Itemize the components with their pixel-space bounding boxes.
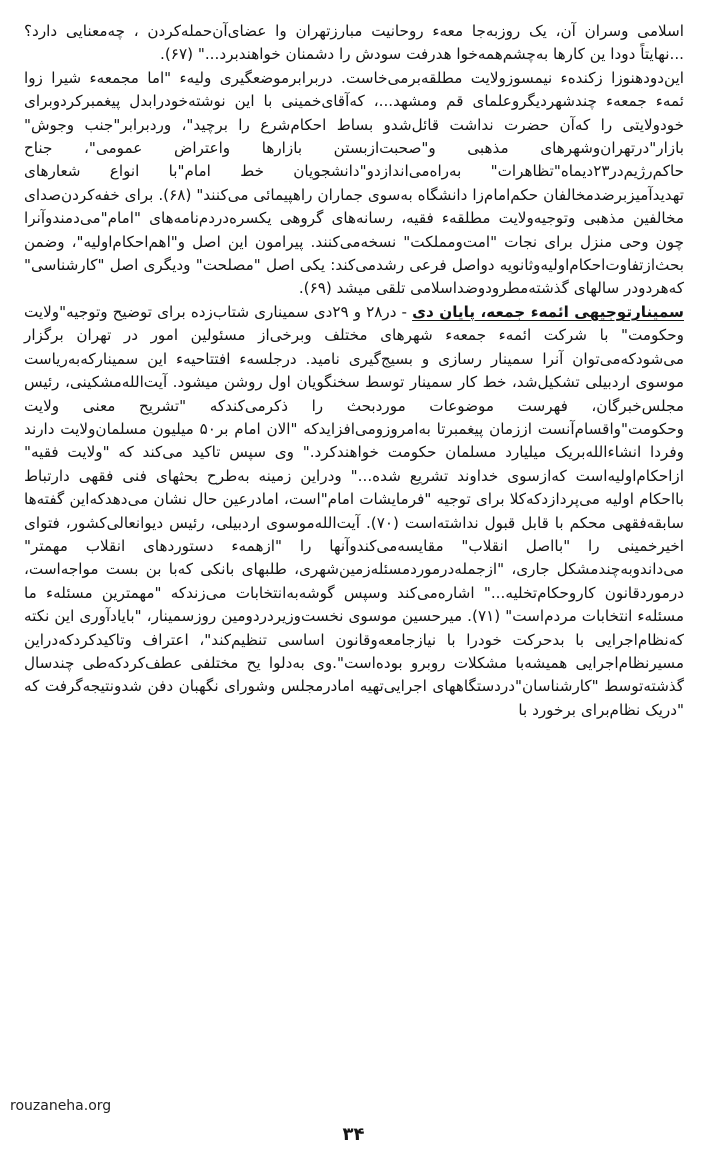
page-number: ۳۴: [342, 1124, 365, 1145]
paragraph-1: اسلامی وسران آن، یک روزبه‌جا معهء روحانیت مبارزتهران وا عضای‌آن‌حمله‌کردن ، چه‌معنایی دارد؟ ...نهایتاً دودا ین کارها به‌چشم‌همه‌خوا هدرفت سودش را دشمنان خواهندبرد..." (۶۷).: [24, 22, 684, 64]
section-paragraph: [24, 301, 684, 722]
paragraph-2: این‌دودهنوزا زکنده‌ء نیمسوزولایت مطلقه‌برمی‌خاست. دربرابرموضعگیری ولیهء "اما مجمعهء شیرا زوا ئمهء جمعهء چندشهردیگروعلمای قم ومشهد...، که‌آقای‌خمینی با این نوشته‌خودرابدل پیغمبرکردوبرای خودولایتی را که‌آن حضرت نداشت قائل‌شدو بساط احکام‌شرع را برچید"، وردبرابر"جنب وجوش" بازار"درتهران‌وشهرهای مذهبی و"صحبت‌ازبستن بازارها واعتراض عمومی"، جناح حاکم‌رژیم‌در۲۳دیماه"تظاهرات" به‌راه‌می‌اندازدو"دانشجویان خط امام"با انواع شعارهای تهدیدآمیزبرضدمخالفان حکم‌امام‌زا دانشگاه به‌سوی جماران راهپیمائی می‌کنند" (۶۸). برای خفه‌کردن‌صدای مخالفین مذهبی وتوجیه‌ولایت مطلقهء فقیه، رسانه‌های گروهی یکسره‌دردم‌نامه‌های "امام"می‌دمندوآنرا چون وحی منزل برای نجات "امت‌ومملکت" نسخه‌می‌کنند. پیرامون این اصل و"اهم‌احکام‌اولیه"، وضمن بحث‌ازتفاوت‌احکام‌اولیه‌وثانویه دواصل فرعی رشدمی‌کند: یکی اصل "مصلحت" ودیگری اصل "کارشناسی" که‌هردودر سالهای گذشته‌مطرودوضداسلامی تلقی میشد (۶۹).: [24, 68, 684, 298]
section-heading: سمینارتوجیهی ائمهء جمعه، پایان دی: [412, 302, 684, 321]
section-body: - در۲۸ و ۲۹دی سمیناری شتاب‌زده برای توضیح وتوجیه"ولایت وحکومت" با شرکت ائمهء جمعهء شهرهای مختلف وبرخی‌از مسئولین امور در تهران برگزار می‌شودکه‌می‌توان آنرا سمینار رسازی و بسیج‌گیری نامید. درجلسهء افتتاحیهء این سمینارکه‌به‌ریاست موسوی اردبیلی تشکیل‌شد، خط کار سمینار توسط سخنگویان اول روشن میشود. آیت‌الله‌مشکینی، رئیس مجلس‌خبرگان، فهرست موضوعات موردبحث را ذکرمی‌کندکه "تشریح معنی ولایت وحکومت"واقسام‌آنست اززمان پیغمبرتا به‌امروزومی‌افزایدکه "الان امام بر۵۰ میلیون مسلمان‌ولایت دارند وفردا انشاءالله‌بریک میلیارد مسلمان حکومت خواهندکرد." وی سپس تاکید می‌کند که "ولایت فقیه" ازاحکام‌اولیه‌است که‌ازسوی خداوند تشریع شده..." ودراین زمینه به‌طرح بحثهای فنی فقهی دارتباط بااحکام اولیه می‌پردازدکه‌کلا برای توجیه "فرمایشات امام"است، امادرعین حال نشان می‌دهدکه‌این گفته‌ها سابقه‌فقهی محکم با قابل قبول نداشته‌است (۷۰). آیت‌الله‌موسوی اردبیلی، رئیس دیوانعالی‌کشور، فتوای اخیرخمینی را "بااصل انقلاب" مقایسه‌می‌کندوآنها را "ازهمهء دستوردهای انقلاب مهمتر" می‌داندوبه‌چندمشکل جاری، "ازجمله‌درموردمسئله‌زمین‌شهری، طلبهای بانکی که‌با بن بست مواجه‌است، درموردقانون کاروحکام‌تخلیه..." اشاره‌می‌کند وسپس گوشه‌به‌انتخابات می‌زندکه "مهمترین مسئلهء ما مسئلهء انتخابات مردم‌است" (۷۱). میرحسین موسوی نخست‌وزیردردومین روزسمینار، "بایادآوری این نکته که‌نظام‌اجرایی با بدحرکت خودرا با نیازجامعه‌وقانون اساسی تنظیم‌کند"، اعتراف وتاکیدکردکه‌دراین مسیرنظام‌اجرایی همیشه‌با مشکلات روبرو بوده‌است".وی به‌دلوا یح مختلفی عطف‌کردکه‌طی چندسال گذشته‌توسط "کارشناسان"دردستگاههای اجرایی‌تهیه امادرمجلس وشورای نگهبان دفن شدونتیجه‌گرفت که "دریک نظام‌برای برخورد با: [24, 302, 684, 719]
body-text: [24, 20, 684, 722]
website-watermark: rouzaneha.org: [10, 1098, 112, 1114]
